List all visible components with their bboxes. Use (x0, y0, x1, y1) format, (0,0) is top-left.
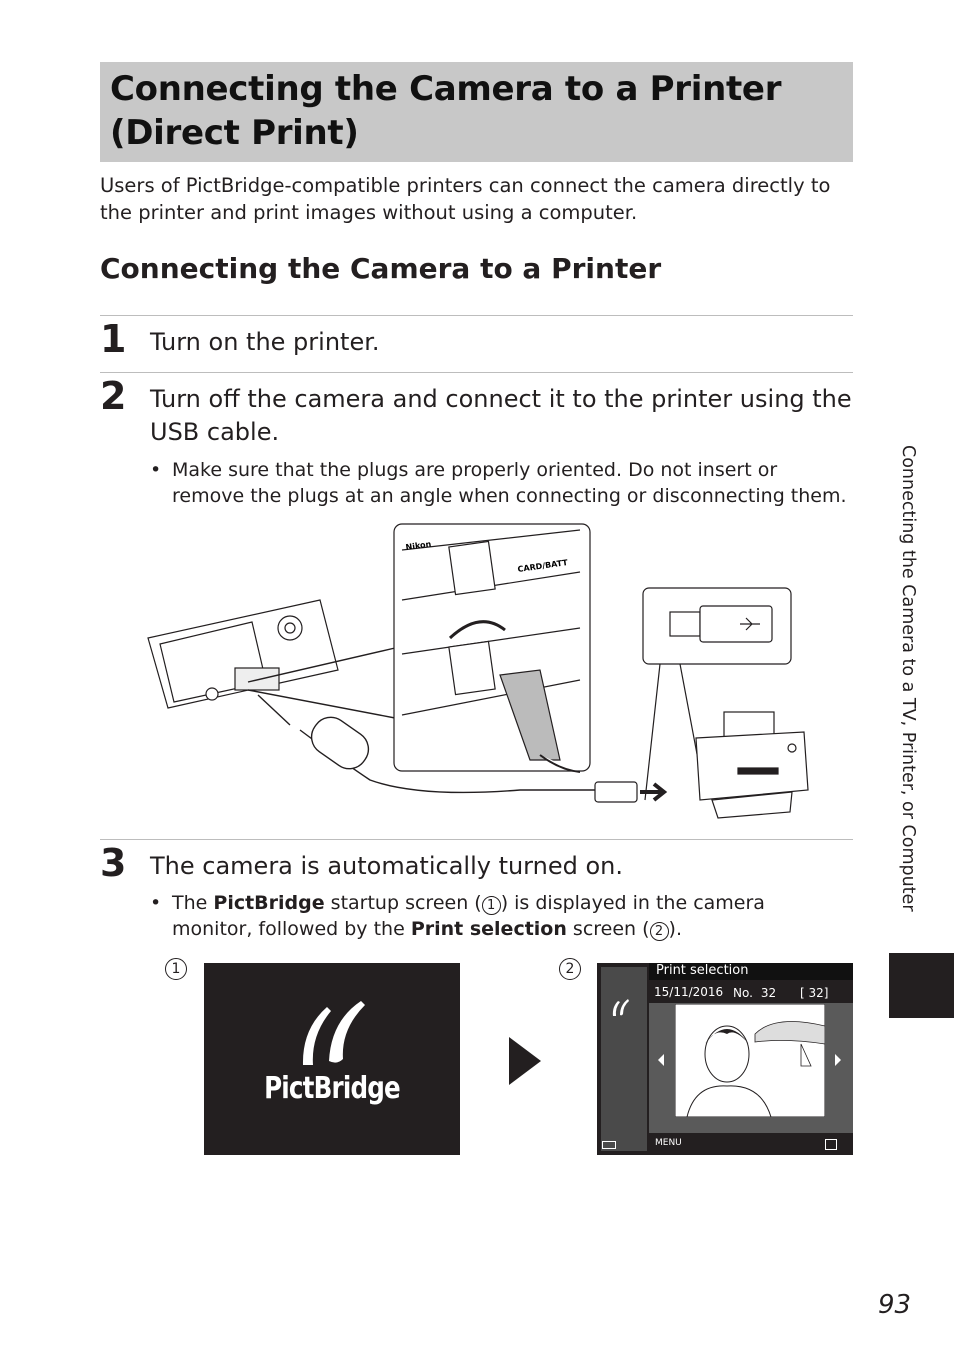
printer-icon (696, 712, 808, 818)
step-number: 1 (100, 317, 127, 361)
print-date: 15/11/2016 (654, 985, 724, 999)
step-number: 3 (100, 841, 127, 885)
camera-icon (148, 600, 338, 708)
slot-label: CARD/BATT (517, 558, 569, 574)
callout-2: 2 (650, 922, 669, 941)
bullet-text: The PictBridge startup screen ( 1 ) is displayed in the camera monitor, followed by the Print selection screen ( 2 ). (172, 892, 765, 940)
pictbridge-logo-icon (297, 999, 367, 1067)
bullet-text: Make sure that the plugs are properly oriented. Do not insert or remove the plugs at an angle when connecting or disconnecting them. (172, 459, 847, 507)
battery-icon (602, 1141, 616, 1149)
step-text: The camera is automatically turned on. (150, 852, 623, 880)
screen-label-2: 2 (559, 958, 581, 980)
page-title: Connecting the Camera to a Printer (Direct Print) (110, 69, 782, 153)
pictbridge-small-icon (611, 999, 629, 1017)
divider (100, 372, 853, 373)
divider (100, 839, 853, 840)
page-number: 93 (878, 1290, 912, 1320)
screen-side-panel (601, 967, 647, 1151)
pictbridge-startup-screen (204, 963, 460, 1155)
bullet-item (150, 890, 850, 942)
next-arrow-icon (509, 1037, 541, 1085)
side-chapter-label (880, 445, 940, 940)
step-number: 2 (100, 374, 127, 418)
chapter-title: Connecting the Camera to a TV, Printer, or Computer (898, 445, 918, 912)
pictbridge-text: PictBridge (264, 1071, 400, 1106)
step-text: Turn on the printer. (150, 328, 380, 356)
prev-arrow-icon[interactable] (658, 1054, 664, 1066)
screen-label-1: 1 (165, 958, 187, 980)
usb-connector-end (595, 782, 664, 802)
connection-illustration (140, 520, 820, 820)
bullet-dot: • (150, 892, 162, 914)
print-count: [ 32] (800, 986, 829, 1000)
print-selection-screen (597, 963, 853, 1155)
print-selection-title: Print selection (656, 963, 749, 978)
next-image-arrow-icon[interactable] (835, 1054, 841, 1066)
zoom-icon (825, 1139, 837, 1150)
chapter-tab (889, 953, 954, 1018)
bullet-dot: • (150, 459, 162, 481)
menu-label: MENU (655, 1138, 682, 1148)
bullet-item (150, 457, 850, 509)
title-band (100, 62, 853, 162)
image-number: No. 32 (733, 986, 777, 1000)
camera-brand: Nikon (405, 539, 432, 552)
portrait-thumbnail (675, 1004, 825, 1117)
divider (100, 315, 853, 316)
step-text: Turn off the camera and connect it to the printer using the USB cable. (150, 385, 852, 446)
section-heading: Connecting the Camera to a Printer (100, 252, 662, 285)
intro-paragraph: Users of PictBridge-compatible printers can connect the camera directly to the printer and print images without using a computer. (100, 174, 831, 224)
callout-1: 1 (482, 896, 501, 915)
